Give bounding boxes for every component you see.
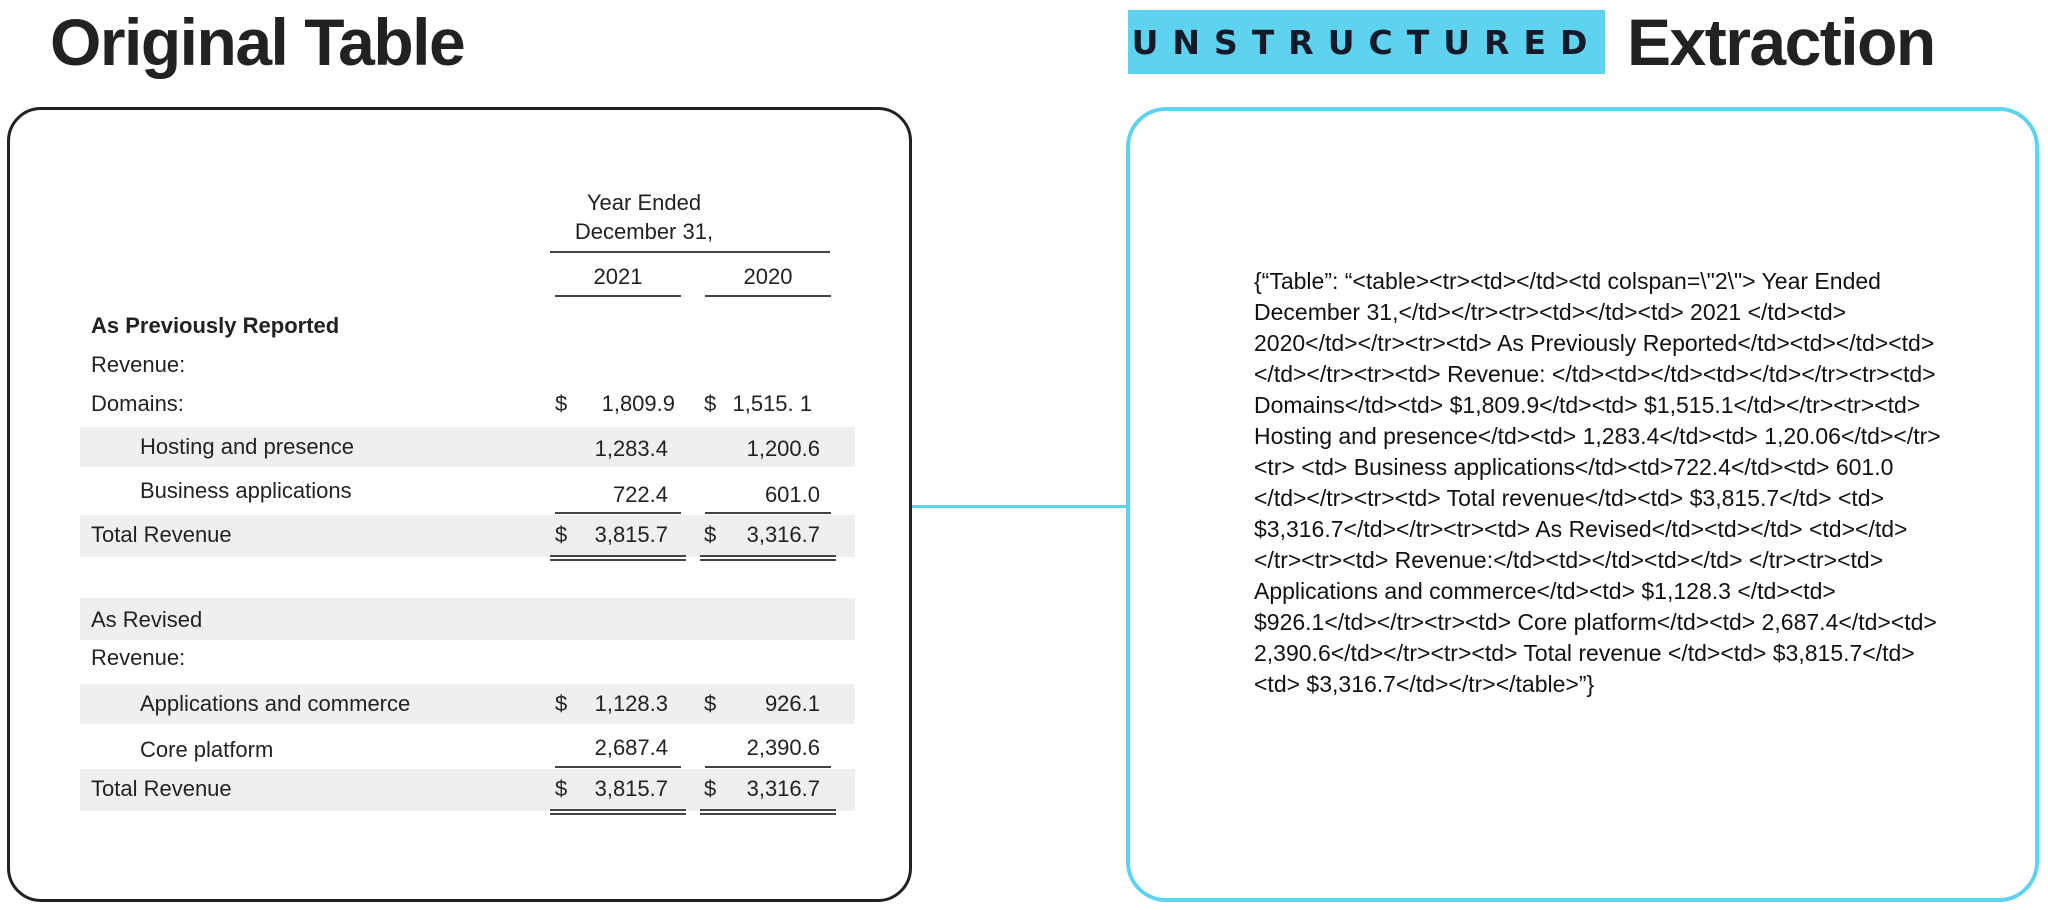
- row-value-2020-core-platform: 2,390.6: [746, 735, 820, 760]
- row-value-2021-core-platform: 2,687.4: [594, 735, 668, 760]
- row-dollar-2020-applications: $: [704, 691, 717, 716]
- subtotal-rule-2021-b: [555, 766, 681, 768]
- double-rule-c-2020: [700, 809, 836, 811]
- row-dollar-2020-domains: $: [704, 391, 717, 416]
- original-table-card: [7, 107, 912, 902]
- revenue-label-1: Revenue:: [91, 352, 186, 377]
- total-dollar-2021-2: $: [555, 776, 568, 801]
- row-value-2021-hosting: 1,283.4: [594, 436, 668, 461]
- row-dollar-2021-applications: $: [555, 691, 568, 716]
- total-dollar-2020-2: $: [704, 776, 717, 801]
- total-value-2021-1: 3,815.7: [594, 522, 668, 547]
- double-rule-a-2020: [700, 555, 836, 557]
- row-label-hosting: Hosting and presence: [140, 434, 355, 459]
- section-title-revised: As Revised: [91, 607, 203, 632]
- unstructured-logo-badge: UNSTRUCTURED: [1128, 10, 1605, 74]
- extraction-output-text: {“Table”: “<table><tr><td></td><td colspan=\"2\"> Year Ended December 31,</td></tr><tr><td></td><td> 2021 </td><td> 2020</td></tr><tr><td> As Previously Reported</td><td></td><td></td></tr><tr><td> Revenue: </td><td></td><td></td></tr><tr><td> Domains</td><td> $1,809.9</td><td> $1,515.1</td></tr><tr><td> Hosting and presence</td><td> 1,283.4</td><td> 1,20.06</td></tr><tr> <td> Business applications</td><td>722.4</td><td> 601.0 </td></tr><tr><td> Total revenue</td><td> $3,815.7</td> <td> $3,316.7</td></tr><tr><td> As Revised</td><td></td> <td></td></tr><tr><td> Revenue:</td><td></td><td></td> </tr><tr><td> Applications and commerce</td><td> $1,128.3 </td><td> $926.1</td></tr><tr><td> Core platform</td><td> 2,687.4</td><td> 2,390.6</td></tr><tr><td> Total revenue </td><td> $3,815.7</td><td> $3,316.7</td></tr></table>”}: [1254, 268, 1944, 697]
- total-label-1: Total Revenue: [91, 522, 232, 547]
- subtotal-rule-2020: [705, 512, 831, 514]
- row-label-domains: Domains:: [91, 391, 184, 416]
- total-dollar-2020-1: $: [704, 522, 717, 547]
- row-value-2020-applications: 926.1: [764, 691, 820, 716]
- total-value-2020-1: 3,316.7: [746, 522, 820, 547]
- double-rule-c-2021: [550, 809, 686, 811]
- row-label-applications: Applications and commerce: [140, 691, 411, 716]
- year-2020-header: 2020: [743, 264, 793, 289]
- double-rule-a-2021: [550, 555, 686, 557]
- row-value-2020-domains: 1,515. 1: [732, 391, 812, 416]
- extraction-heading: Extraction: [1627, 5, 1935, 79]
- section-title-previously: As Previously Reported: [91, 313, 340, 338]
- subtotal-rule-2021: [555, 512, 681, 514]
- total-label-2: Total Revenue: [91, 776, 232, 801]
- total-value-2021-2: 3,815.7: [594, 776, 668, 801]
- double-rule-b-2020: [700, 559, 836, 561]
- connector-line: [912, 505, 1126, 508]
- row-value-2021-domains: 1,809.9: [601, 391, 675, 416]
- year-2021-header: 2021: [593, 264, 643, 289]
- header-rule: [550, 251, 830, 253]
- original-table-heading: Original Table: [50, 5, 465, 79]
- double-rule-b-2021: [550, 559, 686, 561]
- year-ended-label: Year Ended: [586, 190, 702, 215]
- row-value-2021-business: 722.4: [612, 482, 668, 507]
- row-label-core-platform: Core platform: [140, 737, 274, 762]
- row-value-2021-applications: 1,128.3: [594, 691, 668, 716]
- row-value-2020-hosting: 1,200.6: [746, 436, 820, 461]
- subtotal-rule-2020-b: [705, 766, 831, 768]
- double-rule-d-2021: [550, 813, 686, 815]
- year-2021-rule: [555, 295, 681, 297]
- december-label: December 31,: [574, 219, 714, 244]
- total-value-2020-2: 3,316.7: [746, 776, 820, 801]
- year-2020-rule: [705, 295, 831, 297]
- double-rule-d-2020: [700, 813, 836, 815]
- row-dollar-2021-domains: $: [555, 391, 568, 416]
- revenue-label-2: Revenue:: [91, 645, 186, 670]
- row-value-2020-business: 601.0: [764, 482, 820, 507]
- total-dollar-2021-1: $: [555, 522, 568, 547]
- row-label-business: Business applications: [140, 478, 352, 503]
